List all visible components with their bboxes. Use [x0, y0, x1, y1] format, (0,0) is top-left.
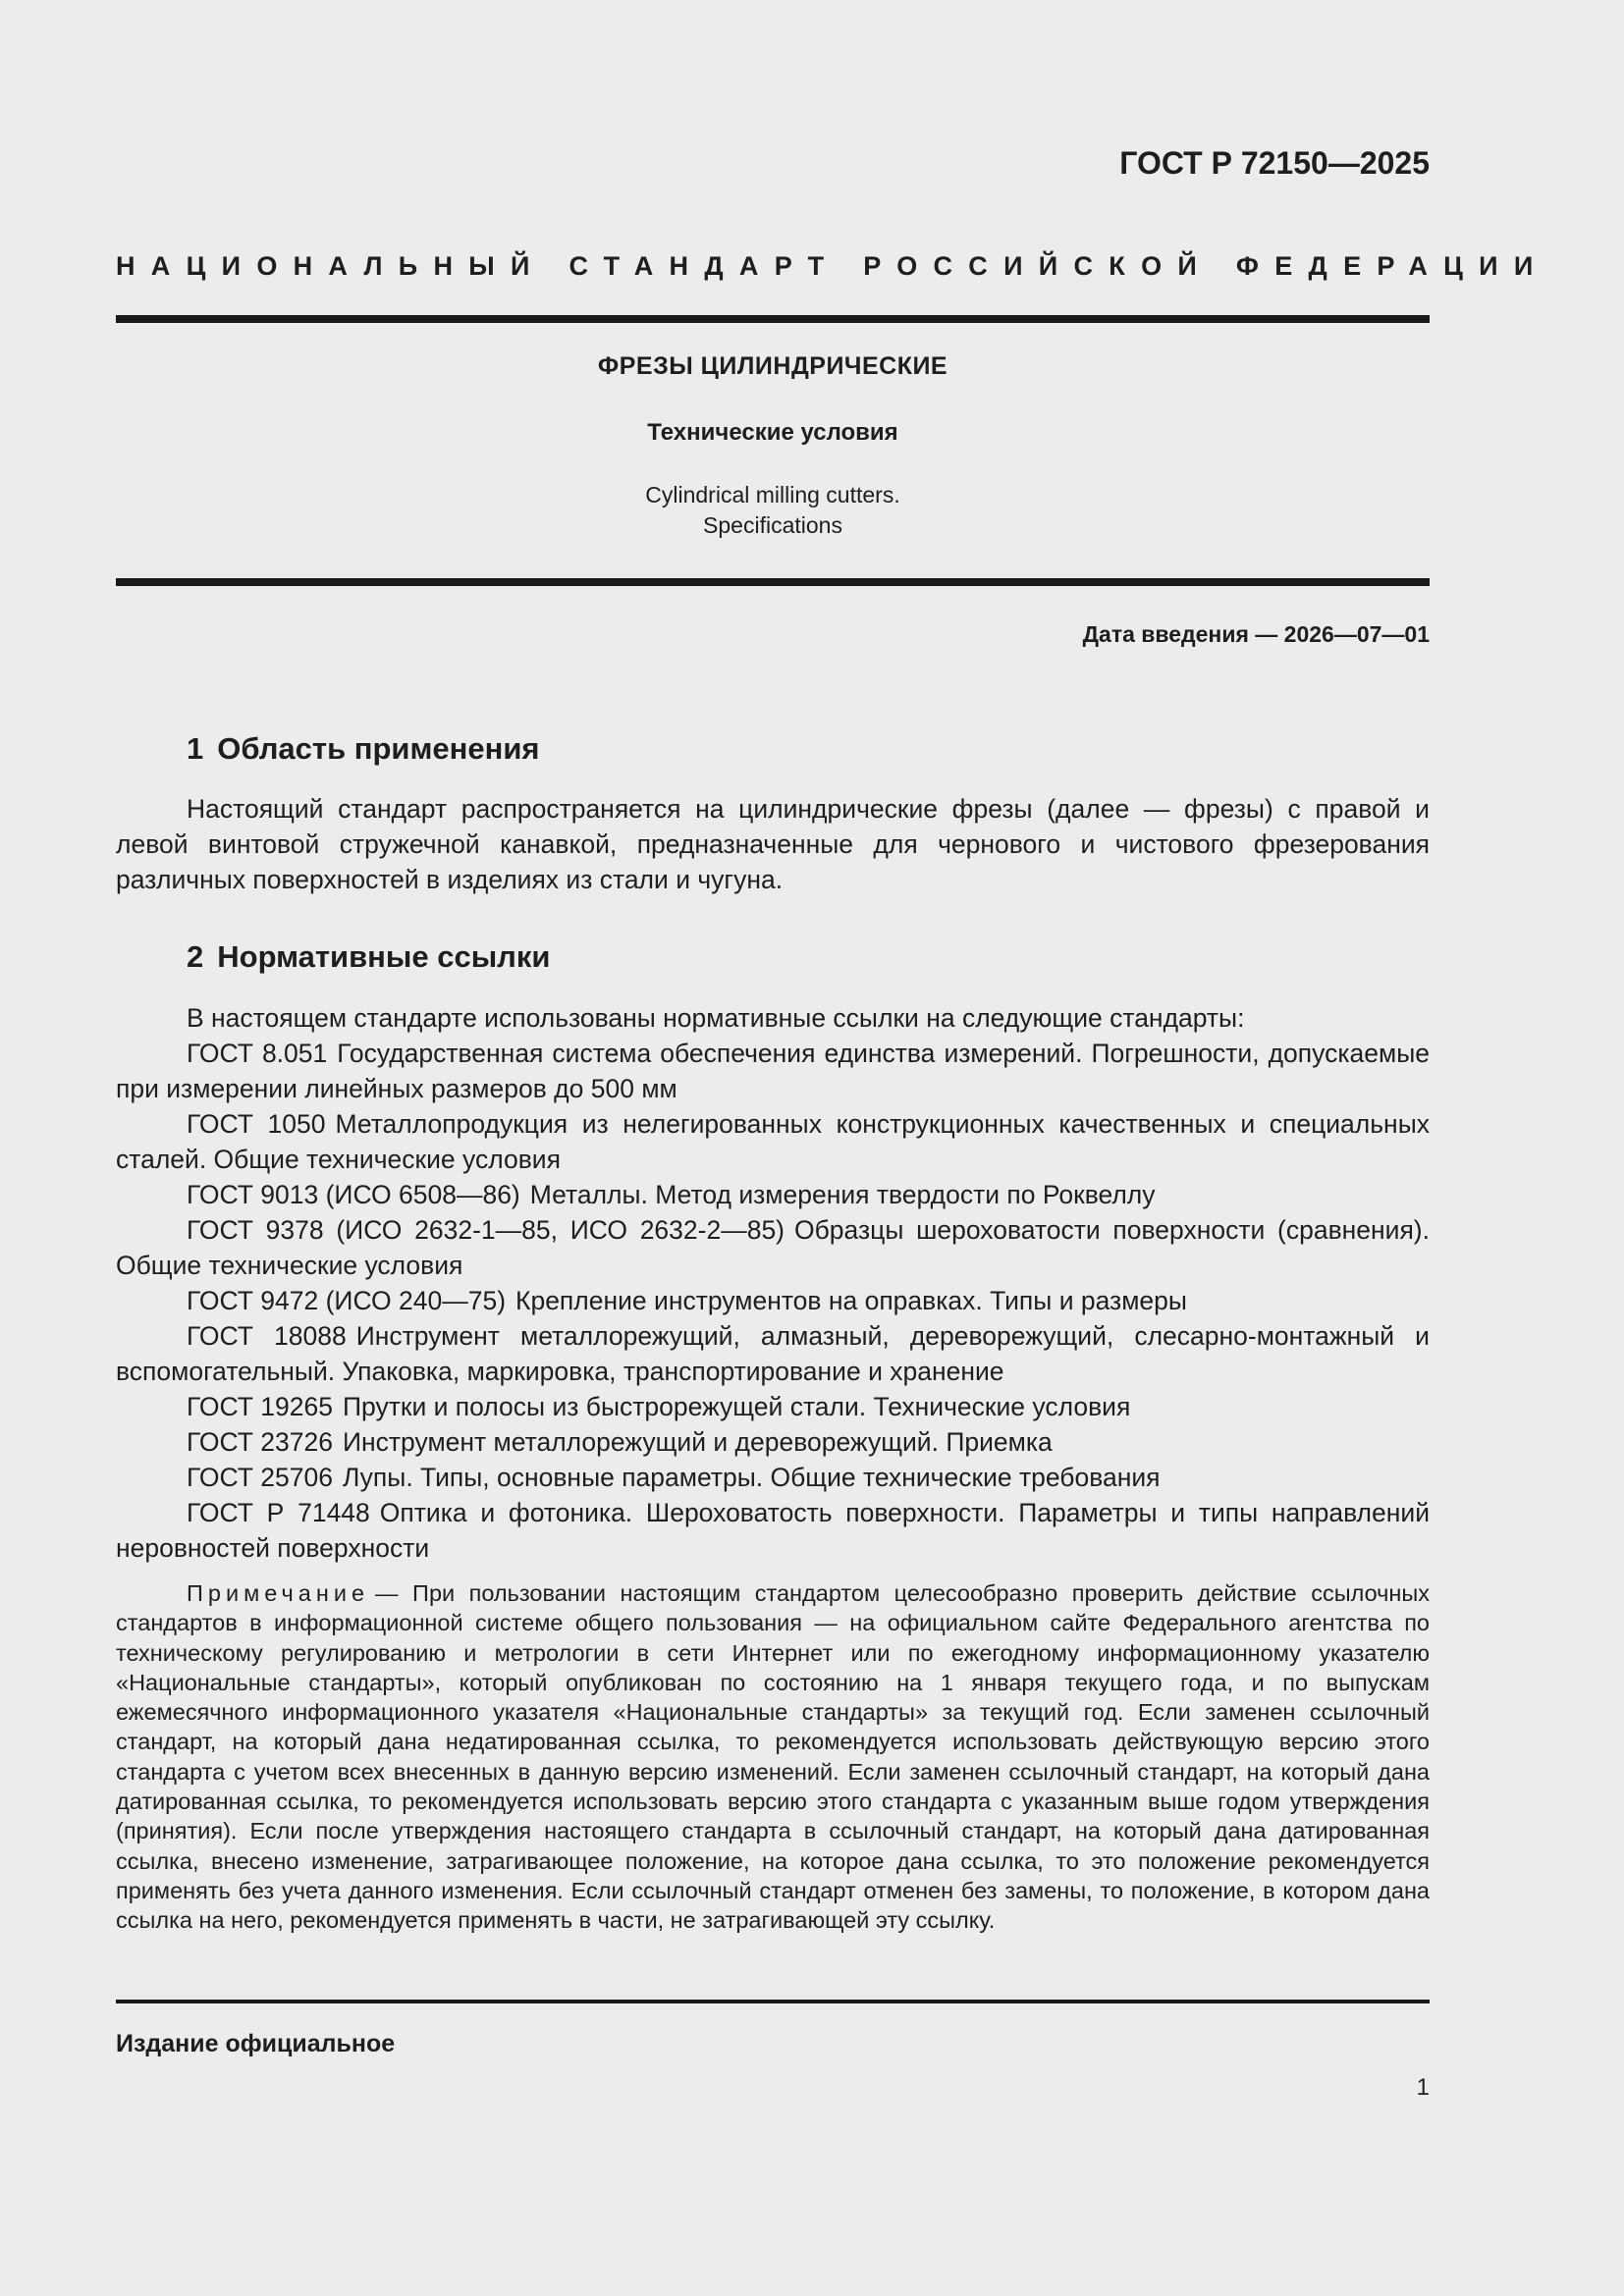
reference-code: ГОСТ 23726 [187, 1427, 333, 1457]
reference-code: ГОСТ 8.051 [187, 1039, 328, 1068]
english-title-line1: Cylindrical milling cutters. [645, 482, 900, 507]
reference-item [116, 1460, 1430, 1495]
reference-item [116, 1389, 1430, 1424]
reference-text: Инструмент металлорежущий, алмазный, дереворежущий, слесарно-монтажный и вспомогательный. Упаковка, маркировка, транспортирование и хранение [116, 1321, 1430, 1386]
section-2-title: Нормативные ссылки [217, 939, 551, 974]
footer-divider [116, 2000, 1430, 2003]
section-2-number: 2 [187, 939, 204, 974]
reference-text: Металлы. Метод измерения твердости по Роквеллу [529, 1180, 1156, 1209]
reference-item [116, 1283, 1430, 1318]
edition-label: Издание официальное [116, 2030, 396, 2057]
page-number: 1 [1416, 2074, 1430, 2101]
document-subtitle: Технические условия [647, 419, 898, 446]
reference-code: ГОСТ 18088 [187, 1321, 347, 1351]
reference-item [116, 1212, 1430, 1283]
reference-code: ГОСТ Р 71448 [187, 1498, 370, 1527]
reference-text: Крепление инструментов на оправках. Типы и размеры [515, 1286, 1187, 1315]
title-divider [116, 578, 1430, 586]
reference-code: ГОСТ 9378 (ИСО 2632-1—85, ИСО 2632-2—85) [187, 1215, 785, 1245]
section-1-heading [187, 731, 540, 767]
note-paragraph [116, 1578, 1430, 1936]
section-1-text: Настоящий стандарт распространяется на цилиндрические фрезы (далее — фрезы) с правой и левой винтовой стружечной канавкой, предназначенные для чернового и чистового фрезерования различных поверхностей в изделиях из стали и чугуна. [116, 794, 1430, 894]
top-divider [116, 315, 1430, 323]
document-title: ФРЕЗЫ ЦИЛИНДРИЧЕСКИЕ [597, 352, 948, 380]
reference-text: Оптика и фотоника. Шероховатость поверхности. Параметры и типы направлений неровностей поверхности [116, 1498, 1430, 1563]
references-list [116, 1000, 1430, 1566]
reference-item [116, 1424, 1430, 1460]
section-1-title: Область применения [217, 731, 540, 766]
reference-text: Лупы. Типы, основные параметры. Общие технические требования [342, 1463, 1161, 1492]
reference-code: ГОСТ 25706 [187, 1463, 333, 1492]
reference-item [116, 1177, 1430, 1212]
reference-text: Прутки и полосы из быстрорежущей стали. Технические условия [342, 1392, 1131, 1421]
reference-code: ГОСТ 9472 (ИСО 240—75) [187, 1286, 507, 1315]
english-title-line2: Specifications [703, 512, 842, 538]
reference-text: Металлопродукция из нелегированных конструкционных качественных и специальных сталей. Общие технические условия [116, 1109, 1430, 1174]
note-label: Примечание [187, 1580, 370, 1606]
reference-text: Государственная система обеспечения единства измерений. Погрешности, допускаемые при измерении линейных размеров до 500 мм [116, 1039, 1430, 1103]
reference-text: Инструмент металлорежущий и дереворежущий. Приемка [342, 1427, 1053, 1457]
reference-item [116, 1318, 1430, 1389]
reference-code: ГОСТ 19265 [187, 1392, 333, 1421]
reference-item [116, 1036, 1430, 1106]
reference-code: ГОСТ 9013 (ИСО 6508—86) [187, 1180, 520, 1209]
reference-code: ГОСТ 1050 [187, 1109, 326, 1139]
note-text: — При пользовании настоящим стандартом целесообразно проверить действие ссылочных стандартов в информационной системе общего пользования — на официальном сайте Федерального агентства по техническому регулированию и метрологии в сети Интернет или по ежегодному информационному указателю «Национальные стандарты», который опубликован по состоянию на 1 января текущего года, и по выпускам ежемесячного информационного указателя «Национальные стандарты» за текущий год. Если заменен ссылочный стандарт, на который дана недатированная ссылка, то рекомендуется использовать действующую версию этого стандарта с учетом всех внесенных в данную версию изменений. Если заменен ссылочный стандарт, на который дана датированная ссылка, то рекомендуется использовать версию этого стандарта с указанным выше годом утверждения (принятия). Если после утверждения настоящего стандарта в ссылочный стандарт, на который дана датированная ссылка, внесено изменение, затрагивающее положение, на которое дана ссылка, то это положение рекомендуется применять без учета данного изменения. Если ссылочный стандарт отменен без замены, то положение, в котором дана ссылка на него, рекомендуется применять в части, не затрагивающей эту ссылку. [116, 1580, 1430, 1934]
national-standard-banner: НАЦИОНАЛЬНЫЙ СТАНДАРТ РОССИЙСКОЙ ФЕДЕРАЦИИ [116, 251, 1549, 281]
english-title [116, 480, 1430, 541]
reference-item [116, 1495, 1430, 1566]
reference-item [116, 1106, 1430, 1177]
references-lead: В настоящем стандарте использованы нормативные ссылки на следующие стандарты: [187, 1003, 1245, 1033]
reference-text: Образцы шероховатости поверхности (сравнения). Общие технические условия [116, 1215, 1430, 1280]
intro-date: Дата введения — 2026—07—01 [1082, 621, 1430, 647]
doc-number: ГОСТ Р 72150—2025 [1119, 145, 1430, 181]
section-1-number: 1 [187, 731, 204, 766]
section-2-heading [187, 939, 550, 975]
